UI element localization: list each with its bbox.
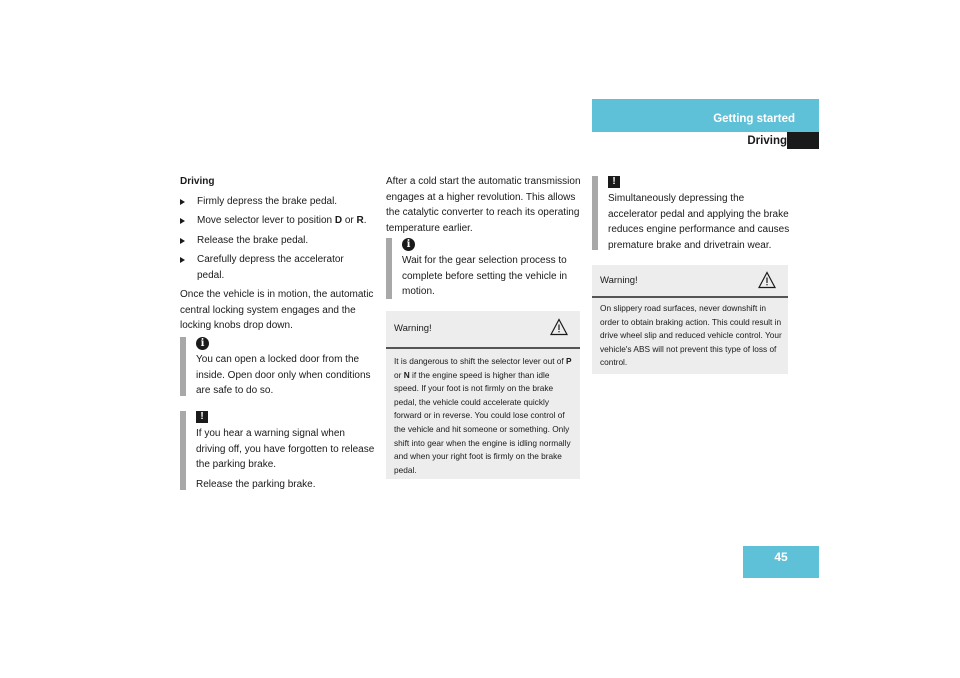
caution-icon: ! — [196, 411, 208, 423]
caution-icon: ! — [608, 176, 620, 188]
note-text: If you hear a warning signal when driving off, you have forgotten to release the parking brake. — [196, 428, 375, 471]
note-text: You can open a locked door from the inside. Open door only when conditions are safe to do so. — [196, 354, 371, 397]
arrow-icon — [180, 257, 185, 263]
page-number-box — [743, 546, 819, 578]
arrow-icon — [180, 218, 185, 224]
section-heading: Driving — [180, 176, 215, 187]
warning-header — [592, 265, 788, 298]
step-item: Move selector lever to position D or R. — [180, 213, 380, 229]
info-note — [386, 238, 580, 299]
note-bar — [180, 411, 186, 490]
warning-title: Warning! — [394, 323, 432, 334]
warning-text: It is dangerous to shift the selector lever out of P or N if the engine speed is higher than idle speed. If your foot is not firmly on the brake pedal, the vehicle could accelerate quickly forward or in reverse. You could lose control of the vehicle and hit someone or something. Only shift into gear when the engine is idling normally and when your right foot is firmly on the brake pedal. — [394, 356, 572, 475]
note-text: Wait for the gear selection process to complete before setting the vehicle in motion. — [402, 255, 568, 298]
info-icon: i — [196, 337, 209, 350]
section-header — [592, 99, 819, 132]
step-item: Carefully depress the accelerator pedal. — [180, 252, 380, 283]
warning-text: On slippery road surfaces, never downshift in order to obtain braking action. This could result in drive wheel slip and reduced vehicle control. Your vehicle's ABS will not prevent this type of loss of control. — [600, 303, 782, 368]
note-text: Simultaneously depressing the accelerator pedal and applying the brake reduces engine performance and causes premature brake and drivetrain wear. — [608, 193, 790, 251]
warning-header — [386, 311, 580, 349]
arrow-icon — [180, 238, 185, 244]
note-bar — [592, 176, 598, 250]
subsection-title: Driving — [747, 135, 787, 147]
paragraph: Once the vehicle is in motion, the automatic central locking system engages and the locking knobs drop down. — [180, 289, 374, 332]
page-number: 45 — [774, 550, 788, 564]
caution-note — [180, 411, 380, 490]
info-icon: i — [402, 238, 415, 251]
section-title: Getting started — [713, 113, 795, 125]
warning-triangle-icon — [758, 271, 776, 289]
step-item: Release the brake pedal. — [180, 233, 380, 249]
paragraph: After a cold start the automatic transmission engages at a higher revolution. This allows the catalytic converter to reach its operating temperature earlier. — [386, 176, 581, 234]
column-1 — [180, 174, 380, 332]
note-text: Release the parking brake. — [196, 478, 316, 490]
note-bar — [386, 238, 392, 299]
warning-box — [386, 311, 580, 479]
note-bar — [180, 337, 186, 396]
caution-note — [592, 176, 788, 250]
arrow-icon — [180, 199, 185, 205]
warning-box — [592, 265, 788, 374]
warning-triangle-icon — [550, 318, 568, 336]
step-item: Firmly depress the brake pedal. — [180, 194, 380, 210]
info-note — [180, 337, 380, 396]
subsection-marker — [787, 132, 819, 149]
subsection-header — [592, 132, 819, 149]
warning-title: Warning! — [600, 275, 638, 286]
